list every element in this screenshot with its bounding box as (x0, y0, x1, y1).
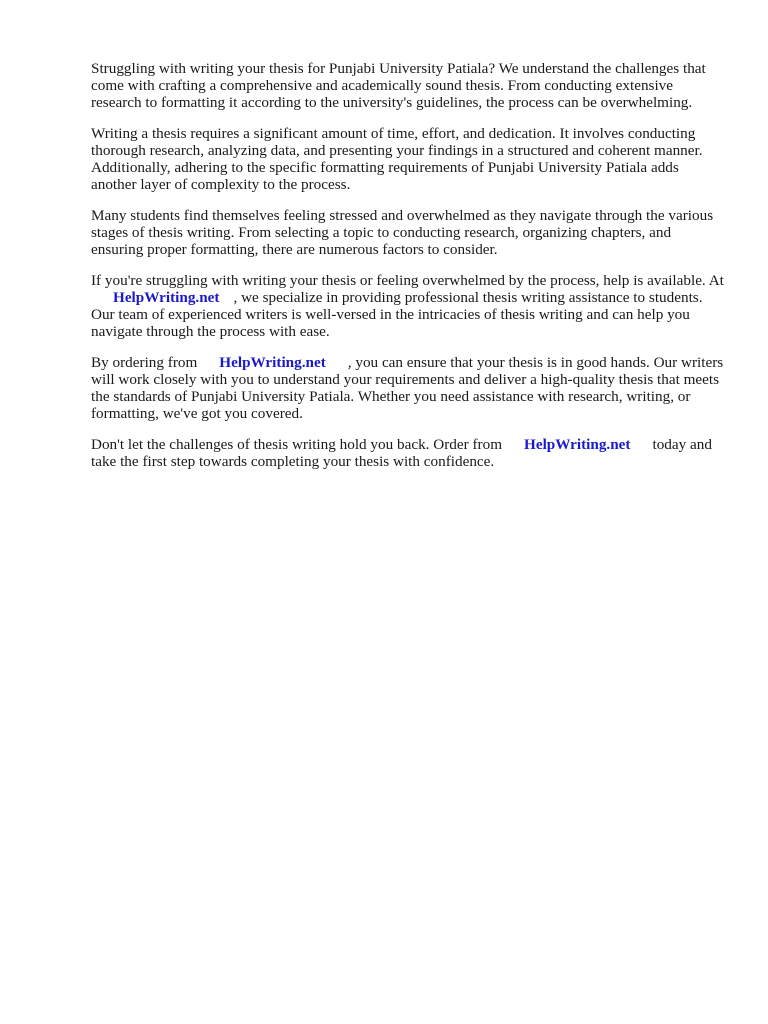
paragraph-help (91, 272, 727, 340)
paragraph-help-after: , we specialize in providing professional thesis writing assistance to students. Our team of experienced writers is well-versed in the intricacies of thesis writing and can help you navigate through the process with ease. (91, 289, 703, 340)
helpwriting-link-3[interactable]: HelpWriting.net (524, 436, 631, 453)
paragraph-closing-before: Don't let the challenges of thesis writing hold you back. Order from (91, 436, 503, 453)
paragraph-intro: Struggling with writing your thesis for Punjabi University Patiala? We understand the challenges that come with crafting a comprehensive and academically sound thesis. From conducting extensive research to formatting it according to the university's guidelines, the process can be overwhelming. (91, 60, 706, 111)
paragraph-stress: Many students find themselves feeling stressed and overwhelmed as they navigate through the various stages of thesis writing. From selecting a topic to conducting research, organizing chapters, and ensuring proper formatting, there are numerous factors to consider. (91, 207, 714, 258)
helpwriting-link-2[interactable]: HelpWriting.net (219, 354, 326, 371)
paragraph-ordering-before: By ordering from (91, 354, 198, 371)
paragraph-ordering-after: , you can ensure that your thesis is in good hands. Our writers will work closely with you to understand your requirements and deliver a high-quality thesis that meets the standards of Punjabi University Patiala. Whether you need assistance with research, writing, or formatting, we've got you covered. (91, 354, 724, 422)
paragraph-help-before: If you're struggling with writing your thesis or feeling overwhelmed by the process, help is available. At (91, 272, 724, 289)
paragraph-ordering (91, 354, 727, 422)
document-body (91, 60, 727, 484)
helpwriting-link-1[interactable]: HelpWriting.net (113, 289, 220, 306)
paragraph-closing-after: today and take the first step towards completing your thesis with confidence. (91, 436, 712, 470)
paragraph-closing (91, 436, 727, 470)
paragraph-requirements: Writing a thesis requires a significant amount of time, effort, and dedication. It involves conducting thorough research, analyzing data, and presenting your findings in a structured and coherent manner. Additionally, adhering to the specific formatting requirements of Punjabi University Patiala adds another layer of complexity to the process. (91, 125, 703, 193)
